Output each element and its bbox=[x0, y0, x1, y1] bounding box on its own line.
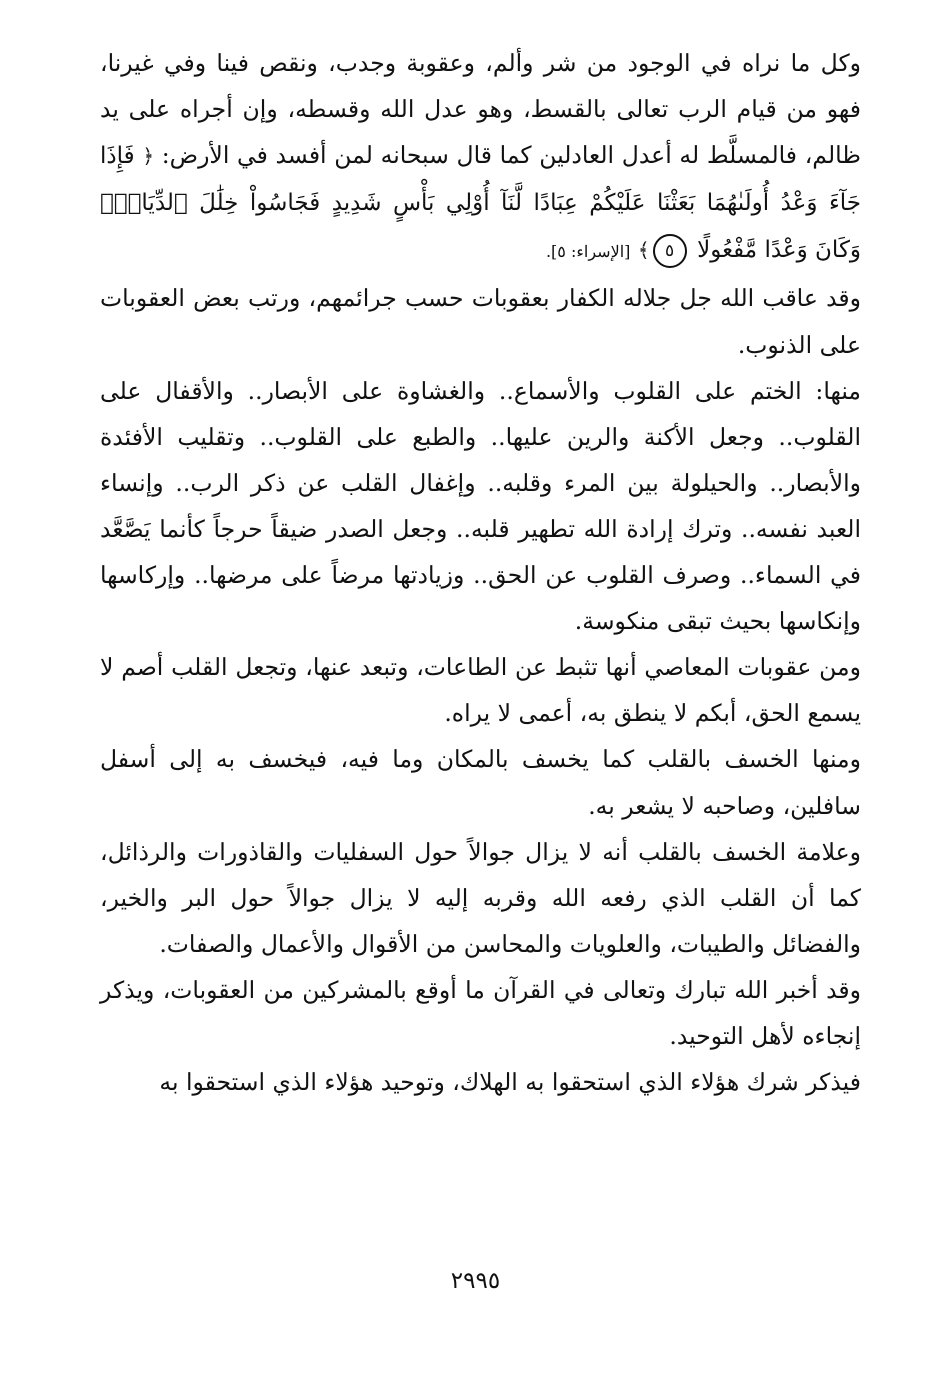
quran-open-bracket-icon: ﴿ bbox=[142, 144, 155, 169]
body-text bbox=[100, 40, 861, 1105]
paragraph-4: ومن عقوبات المعاصي أنها تثبط عن الطاعات، وتبعد عنها، وتجعل القلب أصم لا يسمع الحق، أبكم لا ينطق به، أعمى لا يراه. bbox=[100, 653, 861, 728]
paragraph-1 bbox=[100, 40, 861, 275]
quran-verse: فَإِذَا جَآءَ وَعْدُ أُولَىٰهُمَا بَعَثْنَا عَلَيْكُمْ عِبَادًا لَّنَآ أُوْلِي بَأْسٍ شَدِيدٍ فَجَاسُواْ خِلَٰلَ ٱلدِّيَارِۚ وَكَانَ وَعْدًا مَّفْعُولًا bbox=[100, 143, 861, 264]
paragraph-3: منها: الختم على القلوب والأسماع.. والغشاوة على الأبصار.. والأقفال على القلوب.. وجعل الأكنة والرين عليها.. والطبع على القلوب.. وتقليب الأفئدة والأبصار.. والحيلولة بين المرء وقلبه.. وإغفال القلب عن ذكر الرب.. وإنساء العبد نفسه.. وترك إرادة الله تطهير قلبه.. وجعل الصدر ضيقاً حرجاً كأنما يَصَّعَّد في السماء.. وصرف القلوب عن الحق.. وزيادتها مرضاً على مرضها.. وإركاسها وإنكاسها بحيث تبقى منكوسة. bbox=[100, 376, 861, 636]
ayah-number-marker: ٥ bbox=[653, 234, 687, 268]
paragraph-2: وقد عاقب الله جل جلاله الكفار بعقوبات حسب جرائمهم، ورتب بعض العقوبات على الذنوب. bbox=[100, 284, 861, 359]
paragraph-7: وقد أخبر الله تبارك وتعالى في القرآن ما أوقع بالمشركين من العقوبات، ويذكر إنجاءه لأهل التوحيد. bbox=[100, 975, 861, 1050]
page-number: ٢٩٩٥ bbox=[450, 1268, 501, 1294]
quran-close-bracket-icon: ﴾ bbox=[637, 238, 650, 263]
paragraph-5: ومنها الخسف بالقلب كما يخسف بالمكان وما فيه، فيخسف به إلى أسفل سافلين، وصاحبه لا يشعر به. bbox=[100, 745, 861, 820]
paragraph-1-text: وكل ما نراه في الوجود من شر وألم، وعقوبة وجدب، ونقص فينا وفي غيرنا، فهو من قيام الرب تعالى بالقسط، وهو عدل الله وقسطه، وإن أجراه على يد ظالم، فالمسلَّط له أعدل العادلين كما قال سبحانه لمن أفسد في الأرض: bbox=[100, 49, 861, 170]
paragraph-8: فيذكر شرك هؤلاء الذي استحقوا به الهلاك، وتوحيد هؤلاء الذي استحقوا به bbox=[159, 1068, 861, 1097]
paragraph-6: وعلامة الخسف بالقلب أنه لا يزال جوالاً حول السفليات والقاذورات والرذائل، كما أن القلب الذي رفعه الله وقربه إليه لا يزال جوالاً حول البر والخير، والفضائل والطيبات، والعلويات والمحاسن من الأقوال والأعمال والصفات. bbox=[100, 837, 861, 958]
verse-citation: [الإسراء: ٥]. bbox=[545, 242, 631, 262]
